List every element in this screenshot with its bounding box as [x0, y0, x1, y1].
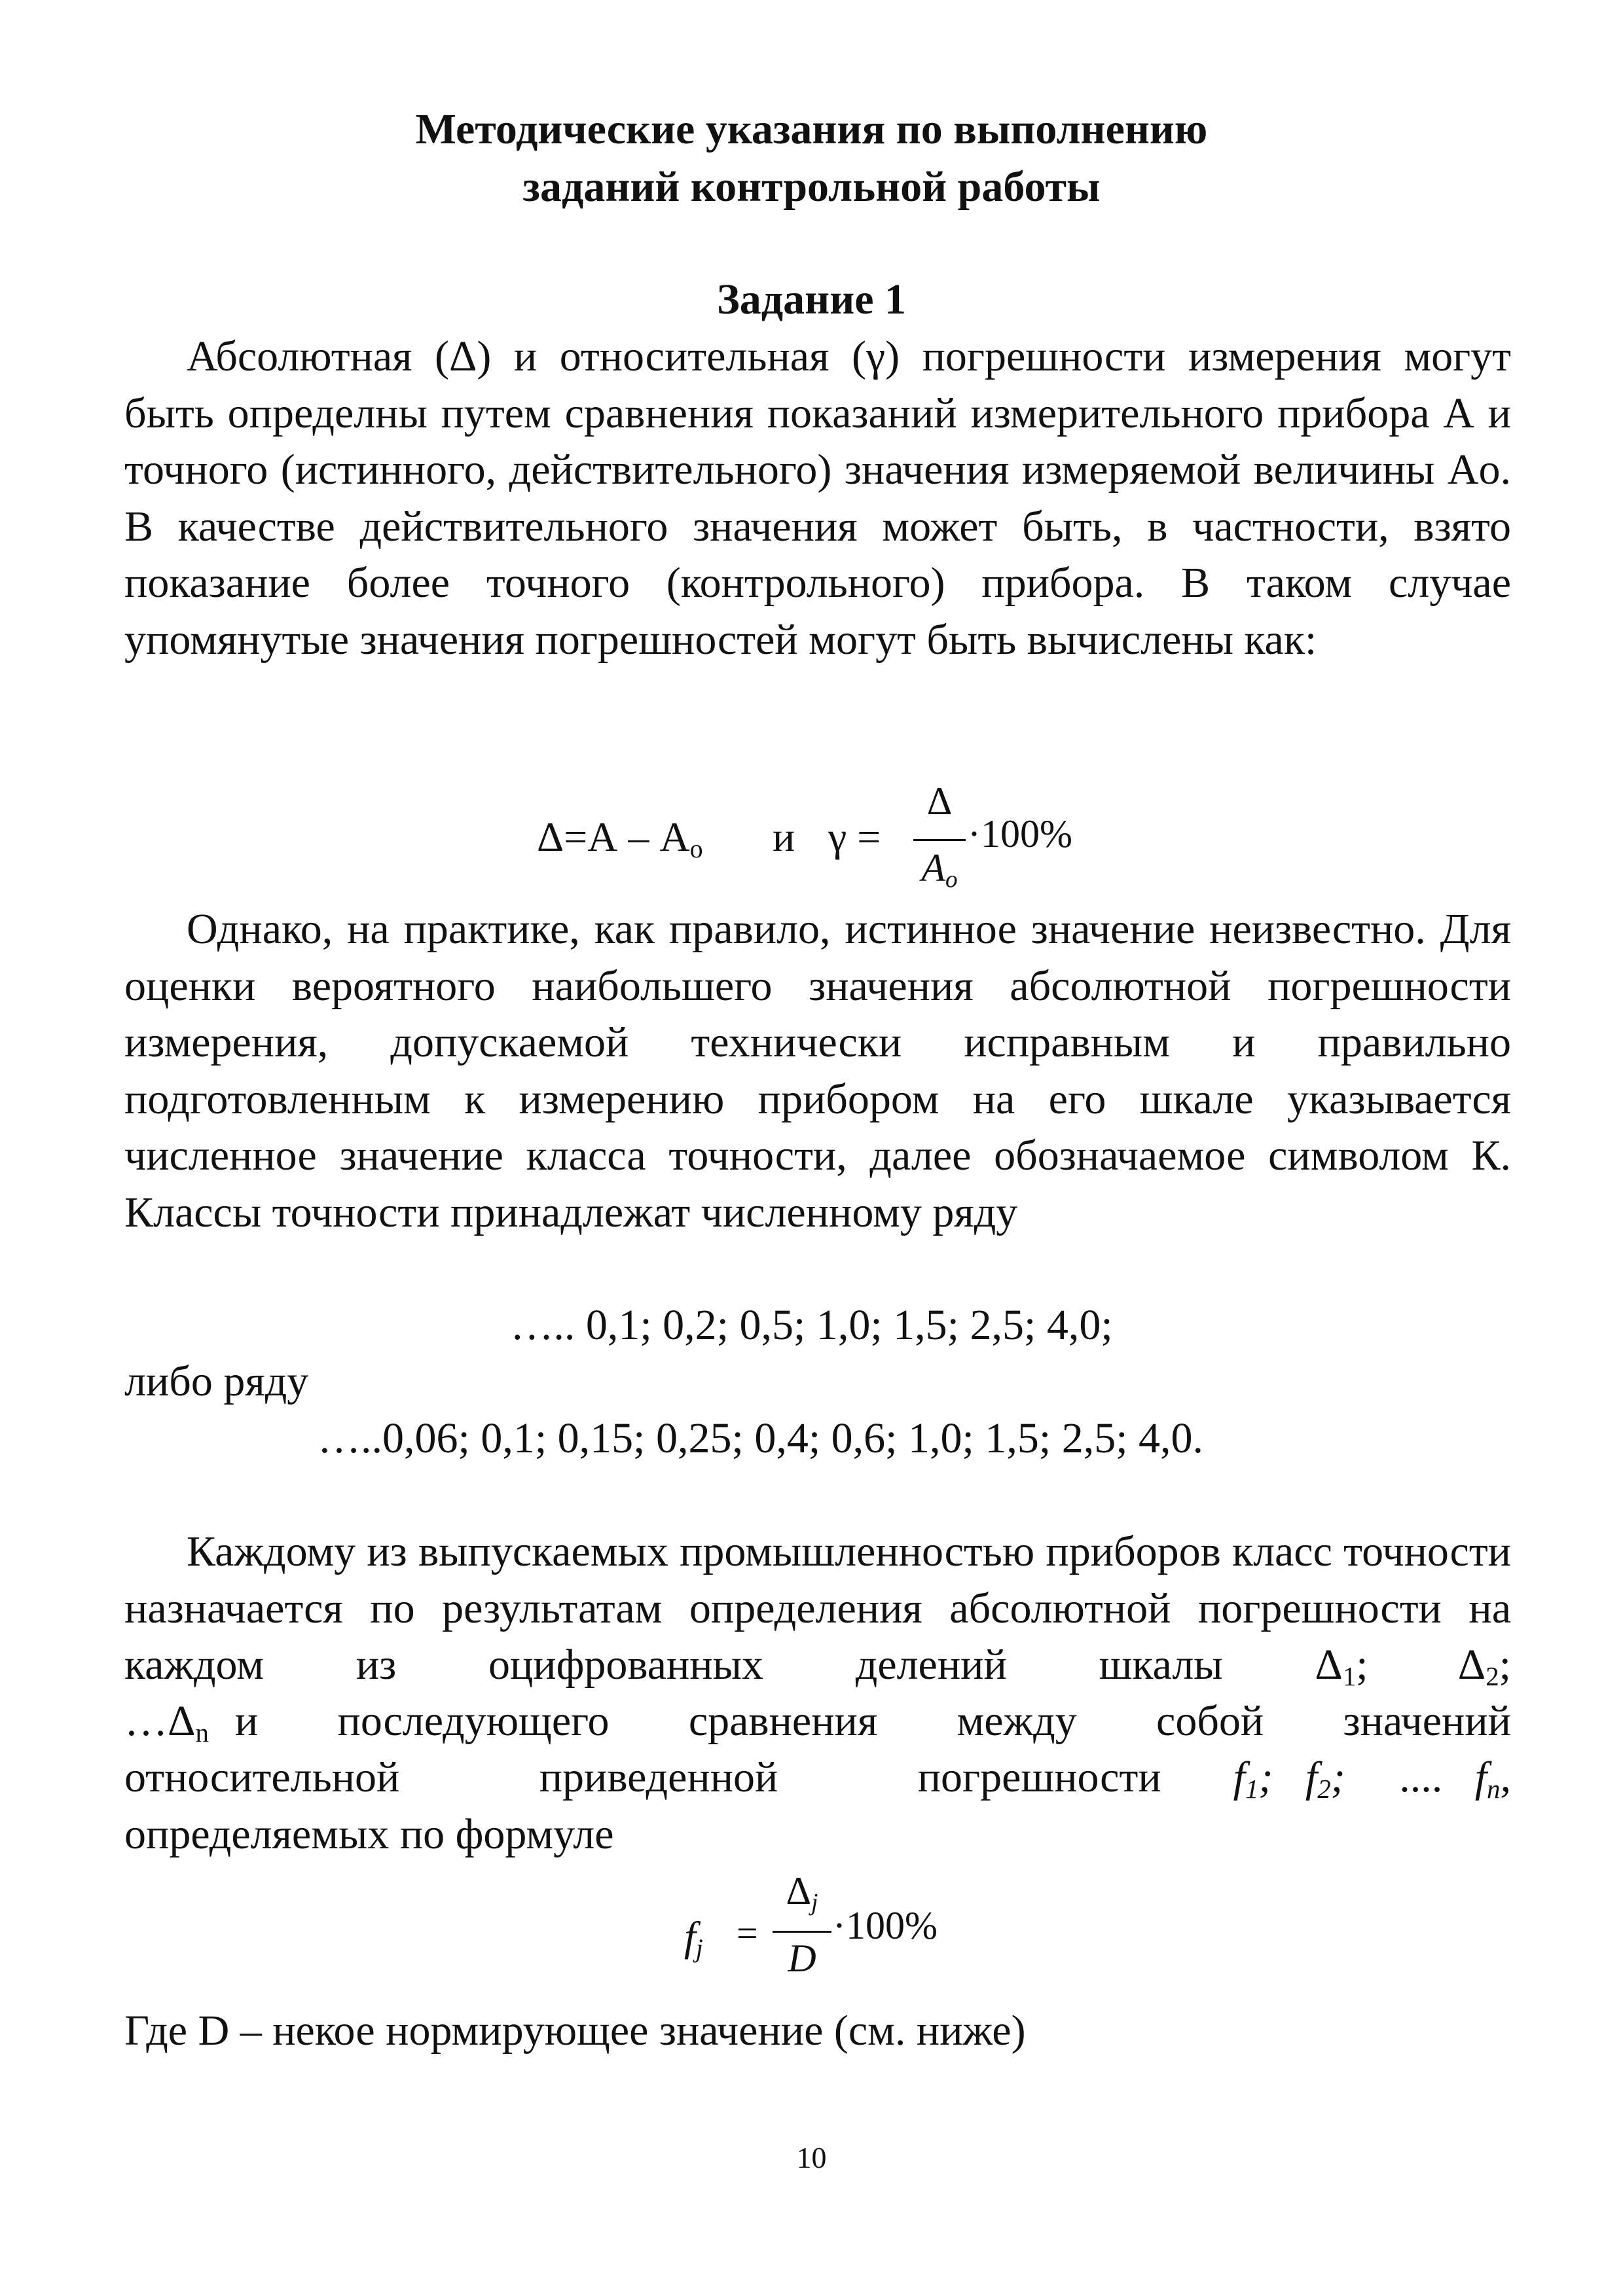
- formula-1-conjunction: и: [773, 814, 795, 860]
- formula-2-lhs-sub: j: [695, 1933, 703, 1963]
- paragraph-1: Абсолютная (Δ) и относительная (γ) погрешности измерения могут быть определны путем сравнения показаний измерительного прибора А и точного (истинного, действительного) значения измеряемой величины Ao. В качестве действительного значения может быть, в частности, взято показание более точного (контрольного) прибора. В таком случае упомянутые значения погрешностей могут быть вычислены как:: [124, 332, 1511, 664]
- heading-line-1: Методические указания по выполнению: [415, 105, 1208, 153]
- formula-1-multiplier: ·100%: [968, 812, 1072, 855]
- formula-2-lhs: f: [684, 1913, 696, 1960]
- formula-1-denominator: A: [921, 846, 946, 889]
- paragraph-3-text: Каждому из выпускаемых промышленностью приборов класс точности назначается по результатам определения абсолютной погрешности на каждом из оцифрованных делений шкалы Δ: [124, 1528, 1511, 1689]
- formula-1-numerator: Δ: [926, 780, 953, 823]
- formula-1-gamma: γ =: [828, 814, 881, 860]
- series-connector: либо ряду: [124, 1357, 309, 1405]
- formula-1-left-sub: o: [689, 834, 703, 863]
- formula-2-numerator-sub: j: [811, 1889, 818, 1916]
- formula-2-multiplier: ·100%: [833, 1904, 938, 1947]
- formula-1-denominator-sub: o: [945, 866, 958, 893]
- formula-2-fraction-bar: [773, 1931, 831, 1933]
- formula-2-denominator: D: [788, 1937, 816, 1980]
- document-page: Методические указания по выполнению заданий контрольной работы Задание 1 Абсолютная (Δ) и относительная (γ) погрешности измерения могут быть определны путем сравнения показаний измерительного прибора А и точного (истинного, действительного) значения измеряемой величины Ao. В качестве действительного значения может быть, в частности, взято показание более точного (контрольного) прибора. В таком случае упомянутые значения погрешностей могут быть вычислены как: $\Delta=А - А_o$ и γ = Δ $A_o$ ·100% Однако, на практике, как правило, истинное значение неизвестно. Для оценки вероятного наибольшего значения абсолютной погрешности измерения, допускаемой технически исправным и правильно подготовленным к измерению прибором на его шкале указывается численное значение класса точности, далее обозначаемое символом К. Классы точности принадлежат численному ряду ….. 0,1; 0,2; 0,5; 1,0; 1,5; 2,5; 4,0; либо ряду …..0,06; 0,1; 0,15; 0,25; 0,4; 0,6; 1,0; 1,5; 2,5; 4,0. Каждому из выпускаемых промышленностью приборов класс точности назначается по результатам определения абсолютной погрешности на каждом из оцифрованных делений шкалы $\Delta_1$; $\Delta_2$; … $\Delta_n$ и последующего сравнения между собой значений относительной приведенной погрешности $f_1$; $f_2$; .... $f_n$, определяемых по формуле $f_j$ = $\Delta_j$ D ·100% Где D – некое нормирующее значение (см. ниже) 10: [0, 0, 1623, 2296]
- formula-2-equals: =: [737, 1912, 758, 1954]
- page-number: 10: [796, 2141, 827, 2174]
- task-title: Задание 1: [716, 276, 907, 323]
- accuracy-series-1: ….. 0,1; 0,2; 0,5; 1,0; 1,5; 2,5; 4,0;: [510, 1301, 1113, 1349]
- heading-line-2: заданий контрольной работы: [522, 163, 1101, 211]
- formula-1-fraction-bar: [913, 839, 966, 841]
- paragraph-2: Однако, на практике, как правило, истинное значение неизвестно. Для оценки вероятного наибольшего значения абсолютной погрешности измерения, допускаемой технически исправным и правильно подготовленным к измерению прибором на его шкале указывается численное значение класса точности, далее обозначаемое символом К. Классы точности принадлежат численному ряду: [124, 905, 1511, 1236]
- paragraph-3-end: определяемых по формуле: [124, 1810, 614, 1858]
- formula-2-numerator: Δ: [786, 1869, 812, 1912]
- accuracy-series-2: …..0,06; 0,1; 0,15; 0,25; 0,4; 0,6; 1,0; 1,5; 2,5; 4,0.: [318, 1414, 1204, 1462]
- formula-1-left: Δ=А – А: [537, 814, 690, 860]
- paragraph-4: Где D – некое нормирующее значение (см. ниже): [124, 2007, 1026, 2054]
